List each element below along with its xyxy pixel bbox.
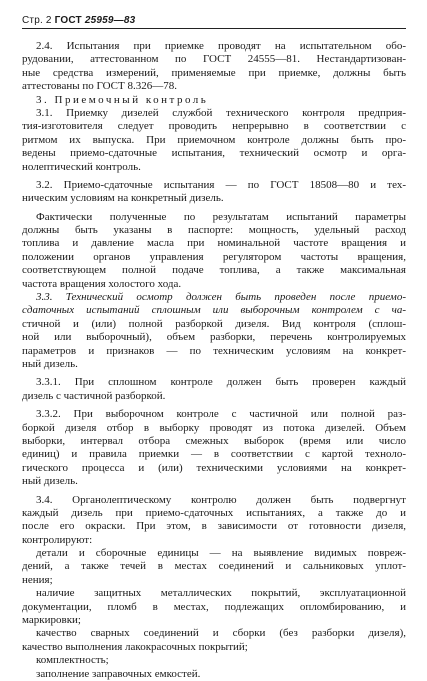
standard-number: 25959—83 — [84, 15, 136, 26]
text-line: должны быть указаны в паспорте: мощность, удельный расход — [22, 224, 406, 237]
running-header — [22, 14, 135, 27]
text-line: качество выполнения лакокрасочных покрытий; — [22, 640, 248, 653]
text-line: стичной и (или) полной разборкой дизеля. Вид контроля (сплош- — [22, 317, 406, 330]
text-line: нолептический контроль. — [22, 160, 141, 173]
text-line: дизель с частичной разборкой. — [22, 389, 166, 402]
text-line: ническим условиям на конкретный дизель. — [22, 192, 224, 205]
text-line: рудовании, аттестованном по ГОСТ 24555—81. Нестандартизован- — [22, 53, 406, 66]
text-line: каждый дизель при приемо-сдаточных испытаниях, а также до и — [22, 506, 406, 519]
document-body — [22, 40, 406, 681]
text-line: единиц) и правила приемки — в соответствии с картой техноло- — [22, 448, 406, 461]
text-line: 2.4. Испытания при приемке проводят на испытательном обо- — [36, 40, 406, 52]
text-line: наличие защитных металлических покрытий, эксплуатационной — [36, 587, 406, 600]
text-line: контролируют: — [22, 533, 93, 546]
text-line: документации, пломб в местах, подлежащих опломбированию, и — [22, 600, 406, 613]
text-line: 3.3. Технический осмотр должен быть проведен после приемо- — [36, 291, 406, 304]
text-line: аттестованы по ГОСТ 8.326—78. — [22, 80, 177, 93]
text-line: комплектность; — [36, 654, 109, 667]
text-line: дений, а также течей в местах соединений и сальниковых уплот- — [22, 560, 406, 573]
text-line: ный дизель. — [22, 357, 78, 370]
text-line: гического процесса и (или) техническими условиями на конкрет- — [22, 461, 406, 474]
text-line: параметров и признаков — по техническим условиям на конкрет- — [22, 344, 406, 357]
text-line: соответствующем полной подаче топлива, а также максимальная — [22, 264, 406, 277]
text-line: 3.3.2. При выборочном контроле с частичной или полной раз- — [36, 408, 406, 421]
text-line: Фактически полученные по результатам испытаний параметры — [36, 210, 406, 223]
text-line: нения; — [22, 573, 53, 586]
text-line: частота вращения холостого хода. — [22, 277, 182, 290]
text-line: выборки, интервал отбора смежных выборок (время или число — [22, 434, 406, 447]
header-rule — [22, 28, 406, 29]
text-line: 3.2. Приемо-сдаточные испытания — по ГОСТ 18508—80 и тех- — [36, 178, 406, 191]
text-line: боркой дизеля отбор в выборку проводят из потока дизелей. Объем — [22, 421, 406, 434]
text-line: ритмом их выпуска. При приемочном контроле должны быть про- — [22, 133, 406, 146]
text-line: заполнение заправочных емкостей. — [36, 667, 201, 680]
text-line: ной или выборочный), объем разборки, перечень контролируемых — [22, 331, 406, 344]
text-line: ведены приемо-сдаточные испытания, технический осмотр и орга- — [22, 147, 406, 160]
text-line: сдаточных испытаний сплошным или выборочным контролем с ча- — [22, 304, 406, 317]
text-line: положении органов управления регулятором частоты вращения, — [22, 250, 406, 263]
text-line: 3.1. Приемку дизелей службой технического контроля предприя- — [36, 106, 406, 119]
section-heading: 3. Приемочный контроль — [36, 93, 209, 106]
text-line: детали и сборочные единицы — на выявление видимых повреж- — [36, 547, 406, 560]
text-line: топлива и давление масла при номинальной частоте вращения и — [22, 237, 406, 250]
text-line: 3.4. Органолептическому контролю должен быть подвергнут — [36, 493, 406, 506]
text-line: качество сварных соединений и сборки (без разборки дизеля), — [36, 627, 406, 640]
page-number: Стр. 2 — [22, 15, 52, 26]
text-line: после его окраски. При этом, в зависимости от готовности дизеля, — [22, 520, 406, 533]
text-line: 3.3.1. При сплошном контроле должен быть проверен каждый — [36, 376, 406, 389]
standard-label: ГОСТ — [54, 15, 82, 26]
text-line: ный дизель. — [22, 475, 78, 488]
text-line: маркировки; — [22, 614, 81, 627]
text-line: тия-изготовителя следует проводить непрерывно в соответствии с — [22, 120, 406, 133]
text-line: ные средства измерений, применяемые при приемке, должны быть — [22, 66, 406, 79]
